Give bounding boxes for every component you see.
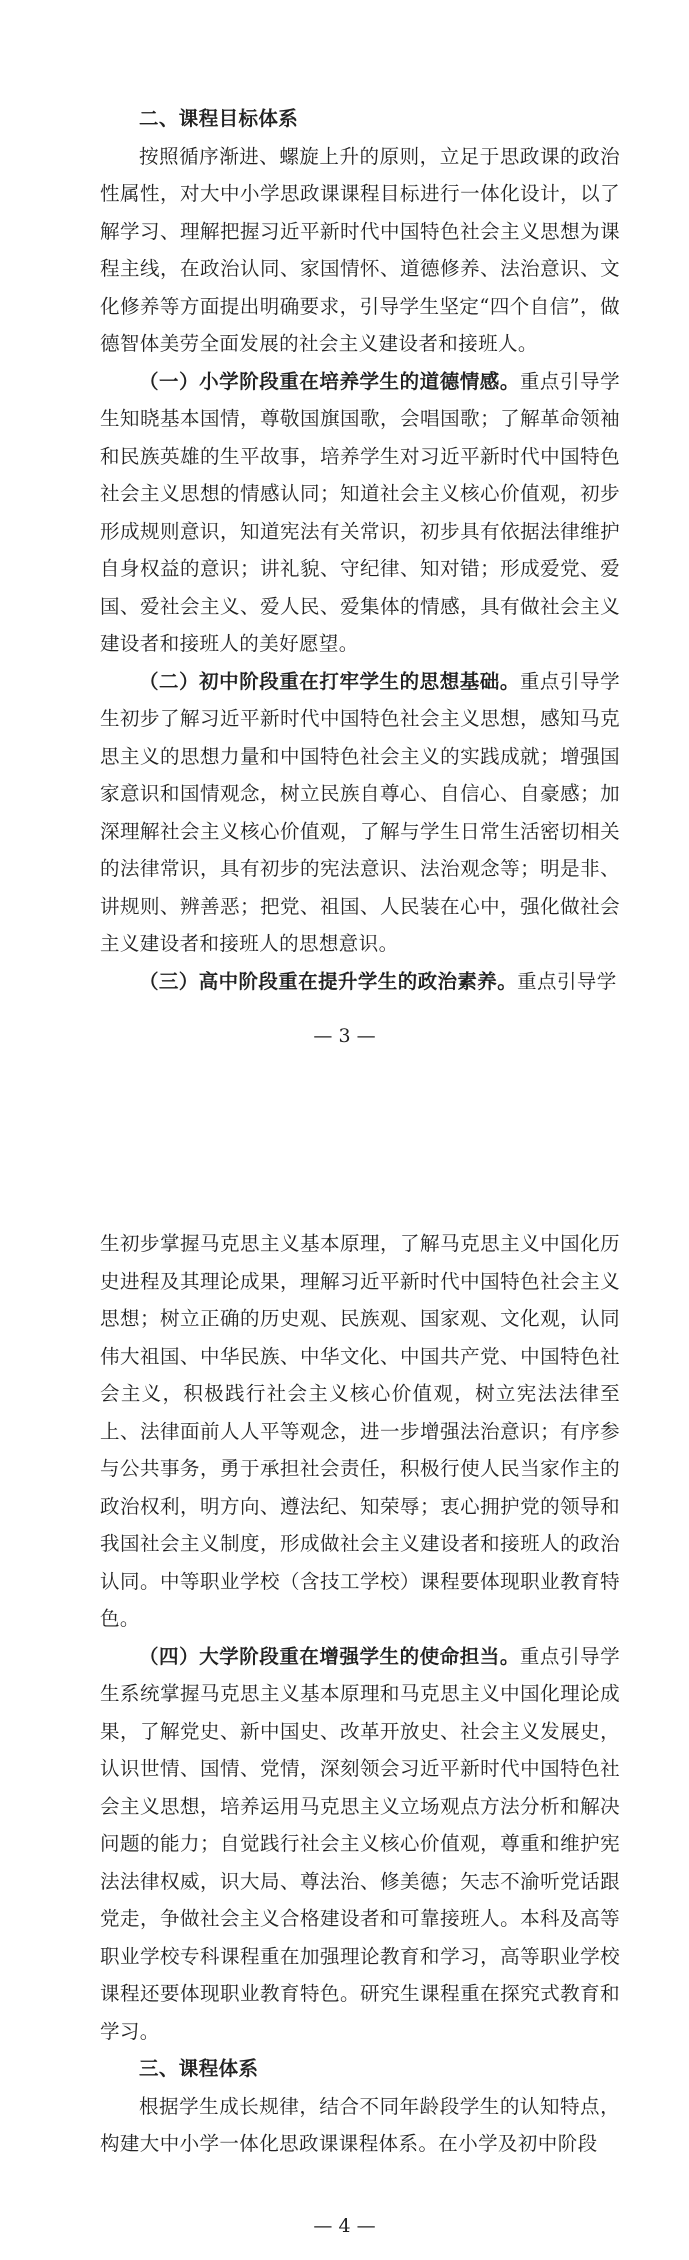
page-number-4: — 4 —: [313, 2215, 376, 2237]
section-heading-curriculum-goals: 二、课程目标体系: [139, 107, 299, 130]
primary-stage-title: （一）小学阶段重在培养学生的道德情感。: [139, 369, 520, 393]
page-3-body: [100, 100, 620, 1000]
paragraph-senior-stage-continued: 生初步掌握马克思主义基本原理，了解马克思主义中国化历史进程及其理论成果，理解习近平新时代中国特色社会主义思想；树立正确的历史观、民族观、国家观、文化观，认同伟大祖国、中华民族、中华文化、中国共产党、中国特色社会主义，积极践行社会主义核心价值观，树立宪法法律至上、法律面前人人平等观念，进一步增强法治意识；有序参与公共事务，勇于承担社会责任，积极行使人民当家作主的政治权利，明方向、遵法纪、知荣辱；衷心拥护党的领导和我国社会主义制度，形成做社会主义建设者和接班人的政治认同。中等职业学校（含技工学校）课程要体现职业教育特色。: [100, 1232, 620, 1630]
page-4: [0, 1130, 689, 2260]
paragraph-junior-stage: [100, 663, 620, 963]
senior-stage-title: （三）高中阶段重在提升学生的政治素养。: [139, 969, 518, 993]
paragraph-university-stage: [100, 1638, 620, 2051]
university-stage-text: 重点引导学生系统掌握马克思主义基本原理和马克思主义中国化理论成果，了解党史、新中国史、改革开放史、社会主义发展史，认识世情、国情、党情，深刻领会习近平新时代中国特色社会主义思想，培养运用马克思主义立场观点方法分析和解决问题的能力；自觉践行社会主义核心价值观，尊重和维护宪法法律权威，识大局、尊法治、修美德；矢志不渝听党话跟党走，争做社会主义合格建设者和可靠接班人。本科及高等职业学校专科课程重在加强理论教育和学习，高等职业学校课程还要体现职业教育特色。研究生课程重在探究式教育和学习。: [100, 1644, 620, 2043]
paragraph-primary-stage: [100, 363, 620, 663]
paragraph-goals-intro: 按照循序渐进、螺旋上升的原则，立足于思政课的政治性属性，对大中小学思政课课程目标进行一体化设计，以了解学习、理解把握习近平新时代中国特色社会主义思想为课程主线，在政治认同、家国情怀、道德修养、法治意识、文化修养等方面提出明确要求，引导学生坚定“四个自信”，做德智体美劳全面发展的社会主义建设者和接班人。: [100, 144, 620, 355]
junior-stage-title: （二）初中阶段重在打牢学生的思想基础。: [139, 669, 520, 693]
page-4-body: [100, 1225, 620, 2163]
senior-stage-text: 重点引导学: [517, 969, 617, 993]
primary-stage-text: 重点引导学生知晓基本国情，尊敬国旗国歌，会唱国歌；了解革命领袖和民族英雄的生平故事，培养学生对习近平新时代中国特色社会主义思想的情感认同；知道社会主义核心价值观，初步形成规则意识，知道宪法有关常识，初步具有依据法律维护自身权益的意识；讲礼貌、守纪律、知对错；形成爱党、爱国、爱社会主义、爱人民、爱集体的情感，具有做社会主义建设者和接班人的美好愿望。: [100, 369, 620, 655]
paragraph-senior-stage: [100, 963, 620, 1001]
university-stage-title: （四）大学阶段重在增强学生的使命担当。: [139, 1644, 520, 1668]
paragraph-curriculum-system: 根据学生成长规律，结合不同年龄段学生的认知特点，构建大中小学一体化思政课课程体系。在小学及初中阶段: [100, 2094, 620, 2155]
page-number-3: — 3 —: [313, 1025, 376, 1047]
junior-stage-text: 重点引导学生初步了解习近平新时代中国特色社会主义思想，感知马克思主义的思想力量和中国特色社会主义的实践成就；增强国家意识和国情观念，树立民族自尊心、自信心、自豪感；加深理解社会主义核心价值观，了解与学生日常生活密切相关的法律常识，具有初步的宪法意识、法治观念等；明是非、讲规则、辨善恶；把党、祖国、人民装在心中，强化做社会主义建设者和接班人的思想意识。: [100, 669, 620, 955]
section-heading-curriculum-system: 三、课程体系: [139, 2057, 259, 2080]
